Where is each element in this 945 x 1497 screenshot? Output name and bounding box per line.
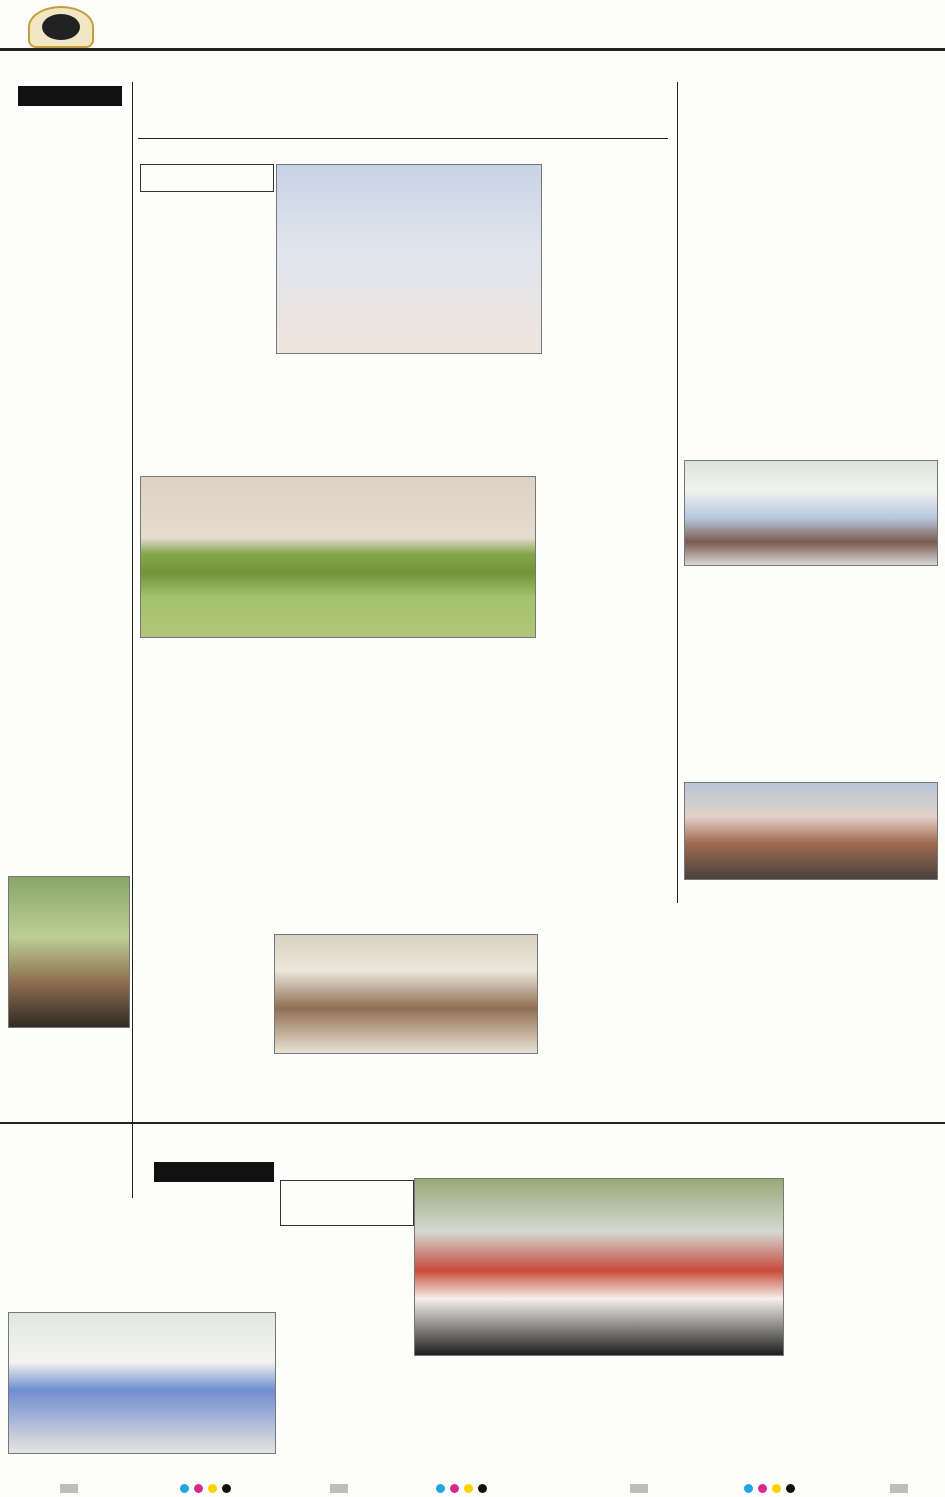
road-photo-caption [8, 1030, 128, 1054]
kandhamal-byline [8, 1166, 150, 1180]
black-dot-3 [786, 1484, 795, 1493]
magenta-dot-3 [758, 1484, 767, 1493]
sarpanch-headline-block [684, 740, 936, 776]
page-number [892, 6, 942, 46]
sarpanch-photo [684, 782, 938, 880]
logo-emblem [42, 14, 80, 40]
cyan-dot-2 [436, 1484, 445, 1493]
logo [28, 6, 94, 48]
cyan-dot-3 [744, 1484, 753, 1493]
print-registration-strip [0, 1478, 945, 1496]
snake-subheadline-box [140, 164, 274, 192]
snake-headline-rule [138, 138, 668, 139]
cyan-dot [180, 1484, 189, 1493]
snake-headline-block [138, 86, 668, 134]
sowmya-body [684, 598, 936, 736]
kandhamal-subheadline-band [154, 1162, 274, 1182]
court-headline-block [540, 476, 674, 526]
section-rule [0, 1122, 945, 1124]
sarpanch-byline [684, 893, 936, 907]
elephant-headline-block [140, 656, 534, 700]
rail-byline [138, 934, 270, 948]
sowmya-headline-block [684, 424, 936, 458]
court-byline [540, 528, 674, 542]
gray-mark-4 [890, 1484, 908, 1493]
elephant-body [140, 724, 534, 890]
sowmya-photo-caption [684, 566, 936, 580]
column-divider-right [677, 82, 678, 903]
congress-box-subheadline [280, 1180, 414, 1226]
gray-mark [60, 1484, 78, 1493]
elephant-byline [140, 708, 534, 722]
kandhamal-photo [8, 1312, 276, 1454]
left-story1-title-block [10, 110, 128, 190]
black-dot-2 [478, 1484, 487, 1493]
column-divider [132, 82, 133, 1198]
elephant-photo [140, 476, 536, 638]
congress-body-left [280, 1244, 412, 1354]
magenta-dot [194, 1484, 203, 1493]
yellow-dot-2 [464, 1484, 473, 1493]
left-story2-title-block [10, 542, 128, 592]
road-photo [8, 876, 130, 1028]
gray-mark-2 [330, 1484, 348, 1493]
snake-body [140, 212, 668, 470]
rail-headline-block [138, 892, 674, 932]
rail-body [138, 948, 686, 1108]
magenta-dot-2 [450, 1484, 459, 1493]
court-body [540, 544, 674, 890]
congress-photo [414, 1178, 784, 1356]
sowmya-photo [684, 460, 938, 566]
kandhamal-body [8, 1184, 274, 1308]
elephant-photo-caption [140, 640, 534, 654]
page-title [610, 10, 890, 46]
sarpanch-photo-caption [684, 880, 936, 892]
black-dot [222, 1484, 231, 1493]
snake-byline [140, 195, 272, 209]
congress-photo-caption [414, 1356, 782, 1370]
left-story1-body [10, 190, 128, 535]
kandhamal-photo-caption [8, 1456, 274, 1468]
left-story2-body [10, 596, 128, 871]
congress-byline [280, 1226, 412, 1240]
date-line [110, 14, 280, 44]
yellow-dot [208, 1484, 217, 1493]
gray-mark-3 [630, 1484, 648, 1493]
kandhamal-headline-block [8, 1130, 274, 1162]
congress-headline-block [282, 1130, 938, 1174]
yellow-dot-3 [772, 1484, 781, 1493]
sarpanch-body [684, 909, 936, 1107]
left-section-band [18, 86, 122, 106]
kandhamal-subheadline [154, 1162, 274, 1164]
sowmya-byline [684, 582, 936, 596]
header-rule [0, 48, 945, 51]
left-section-title [18, 86, 122, 88]
congress-body-right [280, 1372, 940, 1468]
